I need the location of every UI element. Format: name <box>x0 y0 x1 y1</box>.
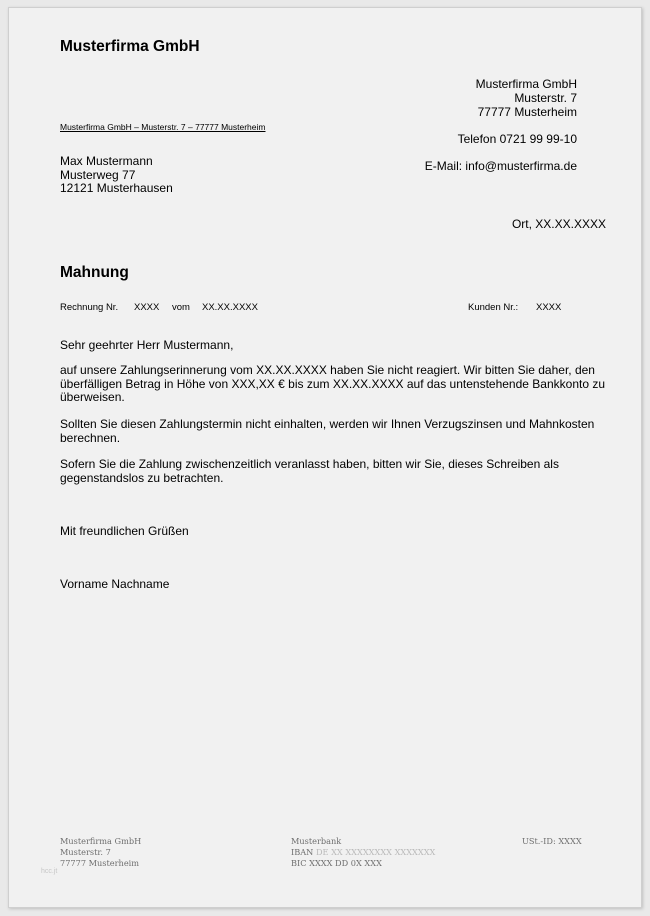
salutation: Sehr geehrter Herr Mustermann, <box>60 338 234 352</box>
invoice-label: Rechnung Nr. <box>60 302 119 313</box>
recipient-address <box>60 155 173 196</box>
body-paragraph-2: Sollten Sie diesen Zahlungstermin nicht einhalten, werden wir Ihnen Verzugszinsen und Mahnkosten berechnen. <box>60 417 595 445</box>
footer-iban-label: IBAN <box>291 847 314 857</box>
body-paragraph-3: Sofern Sie die Zahlung zwischenzeitlich veranlasst haben, bitten wir Sie, dieses Schreiben als gegenstandslos zu betrachten. <box>60 457 559 485</box>
return-address: Musterfirma GmbH – Musterstr. 7 – 77777 Musterheim <box>60 122 266 132</box>
letter-page <box>8 7 642 908</box>
letter-subject: Mahnung <box>60 264 129 281</box>
footer-iban <box>291 847 435 858</box>
customer-number-label: Kunden Nr.: <box>468 302 519 313</box>
footer-company <box>60 836 141 869</box>
sender-city: 77777 Musterheim <box>477 105 577 119</box>
footer-bank <box>291 836 435 869</box>
footer-company-street: Musterstr. 7 <box>60 847 111 857</box>
invoice-number: XXXX <box>134 302 160 313</box>
recipient-name: Max Mustermann <box>60 154 153 168</box>
invoice-date: XX.XX.XXXX <box>202 302 258 313</box>
customer-number: XXXX <box>536 302 562 313</box>
place-date: Ort, XX.XX.XXXX <box>511 217 606 231</box>
letterhead-company: Musterfirma GmbH <box>60 38 200 55</box>
footer-company-city: 77777 Musterheim <box>60 858 140 868</box>
footer-bic: BIC XXXX DD 0X XXX <box>291 858 382 868</box>
footer-vat-id: USt.-ID: XXXX <box>522 836 582 846</box>
body-paragraph-1: auf unsere Zahlungserinnerung vom XX.XX.XXXX haben Sie nicht reagiert. Wir bitten Sie daher, den überfälligen Betrag in Höhe von XXX,XX € bis zum XX.XX.XXXX auf das untenstehende Bankkonto zu überweisen. <box>60 363 606 404</box>
footer-bank-name: Musterbank <box>291 836 342 846</box>
sender-address <box>360 77 577 119</box>
sender-name: Musterfirma GmbH <box>475 77 577 91</box>
invoice-date-label: vom <box>172 302 190 313</box>
sender-street: Musterstr. 7 <box>514 91 577 105</box>
recipient-city: 12121 Musterhausen <box>60 181 173 195</box>
footer-iban-value: DE XX XXXXXXXX XXXXXXX <box>315 847 436 857</box>
sender-email: E-Mail: info@musterfirma.de <box>424 159 577 173</box>
watermark: hcc.jt <box>41 868 58 875</box>
closing: Mit freundlichen Grüßen <box>60 524 189 538</box>
recipient-street: Musterweg 77 <box>60 167 136 182</box>
footer-company-name: Musterfirma GmbH <box>60 836 142 846</box>
footer-tax <box>522 836 582 847</box>
signature-name: Vorname Nachname <box>60 577 170 591</box>
sender-phone: Telefon 0721 99 99-10 <box>457 132 577 146</box>
